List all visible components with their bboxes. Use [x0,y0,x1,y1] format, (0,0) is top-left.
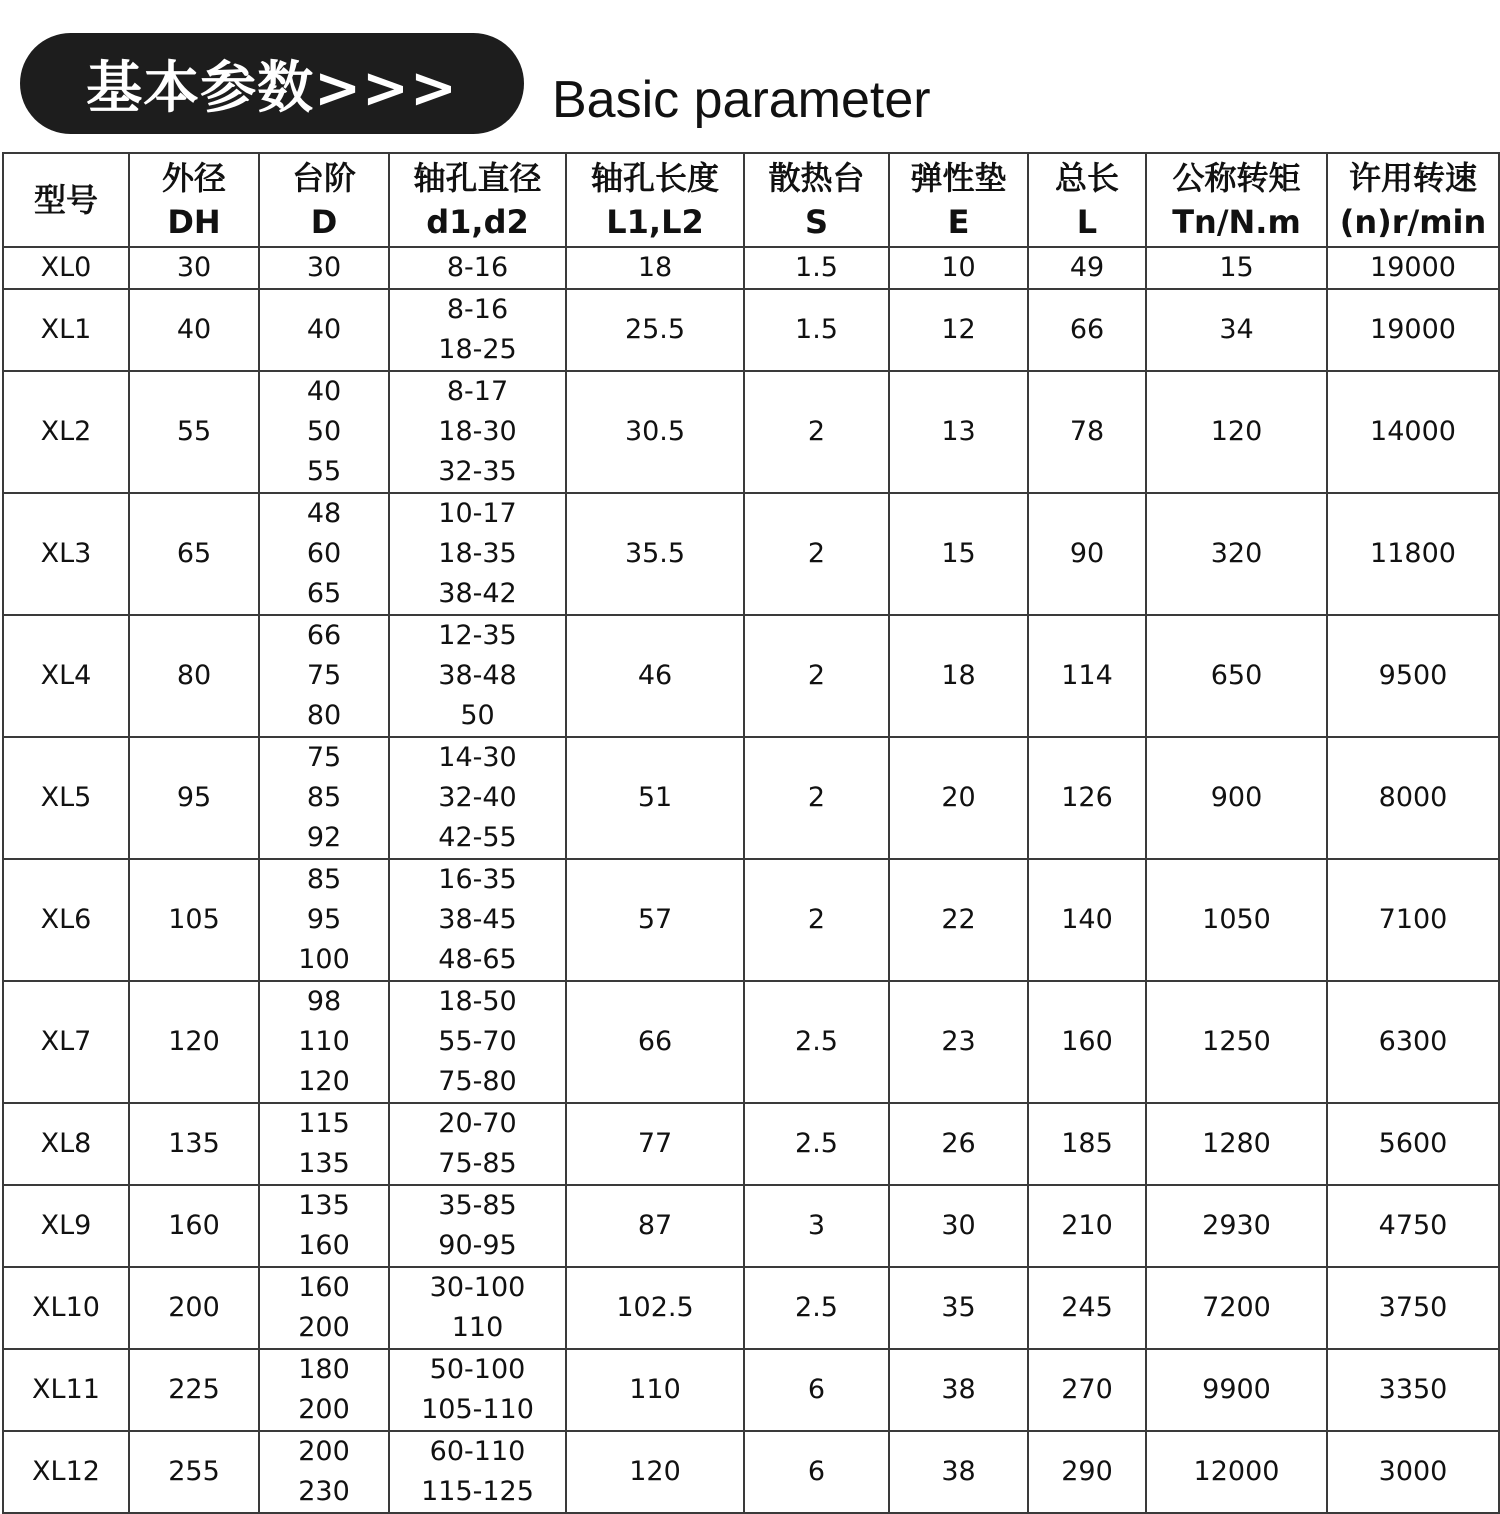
torque-cell: 120 [1146,371,1327,493]
speed-cell: 3000 [1327,1431,1499,1513]
bore-diameter-cell [389,1267,566,1349]
column-header [744,153,889,247]
bore-length-cell: 110 [566,1349,744,1431]
cell-value: 50-100 [429,1354,526,1385]
cell-value: 80 [306,700,342,731]
column-header-label: 许用转速 [1348,159,1477,197]
elastic-pad-cell: 20 [889,737,1028,859]
cell-value: 38-42 [438,578,517,609]
cell-value: 10-17 [438,498,517,529]
cell-value: 20-70 [438,1108,517,1139]
cell-value: 60 [306,538,342,569]
torque-cell: 900 [1146,737,1327,859]
table-row [3,493,1499,615]
bore-diameter-cell [389,615,566,737]
cell-value: 200 [298,1312,350,1343]
column-header [389,153,566,247]
heat-sink-cell: 6 [744,1349,889,1431]
total-length-cell: 245 [1028,1267,1146,1349]
cell-value: 200 [298,1394,350,1425]
outer-diameter-cell: 65 [129,493,259,615]
column-header-symbol: DH [167,203,221,241]
elastic-pad-cell: 12 [889,289,1028,371]
elastic-pad-cell: 18 [889,615,1028,737]
cell-value: 115-125 [421,1476,534,1507]
column-header-symbol: L [1076,203,1098,241]
outer-diameter-cell: 80 [129,615,259,737]
column-header-label: 轴孔直径 [413,159,542,197]
column-header-label: 台阶 [291,159,356,197]
cell-value: 95 [306,904,342,935]
model-cell: XL2 [3,371,129,493]
total-length-cell: 49 [1028,247,1146,289]
cell-value: 50 [460,700,495,731]
cell-value: 8-16 [446,252,509,283]
table-row [3,737,1499,859]
model-cell: XL11 [3,1349,129,1431]
column-header-symbol: L1,L2 [606,203,704,241]
cell-value: 65 [306,578,342,609]
speed-cell: 9500 [1327,615,1499,737]
step-cell [259,737,389,859]
column-header [1327,153,1499,247]
heat-sink-cell: 2.5 [744,1267,889,1349]
elastic-pad-cell: 35 [889,1267,1028,1349]
cell-value: 55 [306,456,342,487]
cell-value: 135 [298,1148,350,1179]
cell-value: 92 [306,822,342,853]
section-subtitle: Basic parameter [552,71,931,129]
step-cell [259,371,389,493]
cell-value: 85 [306,864,342,895]
torque-cell: 1250 [1146,981,1327,1103]
table-row [3,859,1499,981]
cell-value: 48-65 [438,944,517,975]
elastic-pad-cell: 26 [889,1103,1028,1185]
speed-cell: 5600 [1327,1103,1499,1185]
step-cell [259,1185,389,1267]
heat-sink-cell: 2.5 [744,981,889,1103]
speed-cell: 6300 [1327,981,1499,1103]
cell-value: 50 [306,416,342,447]
total-length-cell: 185 [1028,1103,1146,1185]
bore-diameter-cell [389,1431,566,1513]
elastic-pad-cell: 38 [889,1349,1028,1431]
torque-cell: 2930 [1146,1185,1327,1267]
cell-value: 55-70 [438,1026,517,1057]
cell-value: 230 [298,1476,350,1507]
cell-value: 30-100 [429,1272,526,1303]
column-header [889,153,1028,247]
bore-diameter-cell [389,1185,566,1267]
speed-cell: 11800 [1327,493,1499,615]
step-cell [259,615,389,737]
cell-value: 18-35 [438,538,517,569]
bore-diameter-cell [389,859,566,981]
bore-length-cell: 66 [566,981,744,1103]
step-cell [259,493,389,615]
cell-value: 180 [298,1354,350,1385]
column-header-symbol: (n)r/min [1339,203,1487,241]
speed-cell: 3750 [1327,1267,1499,1349]
heat-sink-cell: 2 [744,859,889,981]
heat-sink-cell: 1.5 [744,289,889,371]
model-cell: XL8 [3,1103,129,1185]
bore-length-cell: 102.5 [566,1267,744,1349]
bore-length-cell: 46 [566,615,744,737]
torque-cell: 1280 [1146,1103,1327,1185]
total-length-cell: 114 [1028,615,1146,737]
parameter-table [2,152,1500,1514]
bore-length-cell: 57 [566,859,744,981]
step-cell [259,1349,389,1431]
cell-value: 42-55 [438,822,517,853]
table-header-row [3,153,1499,247]
bore-diameter-cell [389,247,566,289]
column-header [566,153,744,247]
table-row [3,615,1499,737]
cell-value: 35-85 [438,1190,517,1221]
cell-value: 40 [306,314,342,345]
speed-cell: 14000 [1327,371,1499,493]
table-body [3,247,1499,1513]
heat-sink-cell: 2.5 [744,1103,889,1185]
elastic-pad-cell: 38 [889,1431,1028,1513]
column-header-label: 弹性垫 [910,159,1007,197]
total-length-cell: 160 [1028,981,1146,1103]
speed-cell: 8000 [1327,737,1499,859]
total-length-cell: 140 [1028,859,1146,981]
table-row [3,247,1499,289]
table-row [3,1103,1499,1185]
step-cell [259,1267,389,1349]
column-header-symbol: S [804,203,829,241]
bore-diameter-cell [389,1103,566,1185]
section-title-badge [20,33,524,134]
cell-value: 60-110 [429,1436,526,1467]
elastic-pad-cell: 10 [889,247,1028,289]
outer-diameter-cell: 55 [129,371,259,493]
cell-value: 32-40 [438,782,517,813]
bore-length-cell: 87 [566,1185,744,1267]
table-row [3,289,1499,371]
speed-cell: 3350 [1327,1349,1499,1431]
cell-value: 75-85 [438,1148,517,1179]
cell-value: 110 [451,1312,504,1343]
speed-cell: 19000 [1327,247,1499,289]
torque-cell: 320 [1146,493,1327,615]
cell-value: 38-45 [438,904,517,935]
table-row [3,1349,1499,1431]
table-row [3,371,1499,493]
bore-length-cell: 25.5 [566,289,744,371]
heat-sink-cell: 3 [744,1185,889,1267]
model-cell: XL9 [3,1185,129,1267]
total-length-cell: 210 [1028,1185,1146,1267]
total-length-cell: 66 [1028,289,1146,371]
column-header-label: 轴孔长度 [590,159,719,197]
heat-sink-cell: 2 [744,493,889,615]
step-cell [259,289,389,371]
column-header [3,153,129,247]
column-header-label: 型号 [33,181,98,219]
total-length-cell: 78 [1028,371,1146,493]
heat-sink-cell: 2 [744,737,889,859]
cell-value: 48 [306,498,342,529]
cell-value: 18-50 [438,986,517,1017]
bore-length-cell: 35.5 [566,493,744,615]
bore-length-cell: 30.5 [566,371,744,493]
table-row [3,1267,1499,1349]
column-header-label: 公称转矩 [1172,159,1301,197]
cell-value: 115 [298,1108,350,1139]
torque-cell: 15 [1146,247,1327,289]
column-header [259,153,389,247]
page-header [0,0,1500,150]
speed-cell: 19000 [1327,289,1499,371]
model-cell: XL1 [3,289,129,371]
column-header-symbol: Tn/N.m [1172,203,1301,241]
model-cell: XL6 [3,859,129,981]
outer-diameter-cell: 95 [129,737,259,859]
outer-diameter-cell: 160 [129,1185,259,1267]
torque-cell: 9900 [1146,1349,1327,1431]
column-header [1146,153,1327,247]
cell-value: 160 [298,1230,350,1261]
outer-diameter-cell: 135 [129,1103,259,1185]
bore-diameter-cell [389,981,566,1103]
total-length-cell: 270 [1028,1349,1146,1431]
model-cell: XL5 [3,737,129,859]
cell-value: 30 [306,252,342,283]
cell-value: 160 [298,1272,350,1303]
cell-value: 98 [306,986,342,1017]
outer-diameter-cell: 200 [129,1267,259,1349]
cell-value: 135 [298,1190,350,1221]
model-cell: XL0 [3,247,129,289]
step-cell [259,1103,389,1185]
model-cell: XL4 [3,615,129,737]
heat-sink-cell: 6 [744,1431,889,1513]
torque-cell: 650 [1146,615,1327,737]
heat-sink-cell: 2 [744,615,889,737]
speed-cell: 4750 [1327,1185,1499,1267]
elastic-pad-cell: 30 [889,1185,1028,1267]
cell-value: 18-30 [438,416,517,447]
cell-value: 66 [306,620,342,651]
column-header-label: 总长 [1054,159,1119,197]
cell-value: 75-80 [438,1066,517,1097]
cell-value: 75 [306,742,342,773]
cell-value: 8-17 [446,376,509,407]
outer-diameter-cell: 30 [129,247,259,289]
cell-value: 8-16 [446,294,509,325]
cell-value: 38-48 [438,660,517,691]
model-cell: XL12 [3,1431,129,1513]
torque-cell: 34 [1146,289,1327,371]
heat-sink-cell: 1.5 [744,247,889,289]
step-cell [259,1431,389,1513]
outer-diameter-cell: 120 [129,981,259,1103]
model-cell: XL3 [3,493,129,615]
speed-cell: 7100 [1327,859,1499,981]
cell-value: 12-35 [438,620,517,651]
cell-value: 110 [298,1026,350,1057]
heat-sink-cell: 2 [744,371,889,493]
bore-length-cell: 77 [566,1103,744,1185]
model-cell: XL10 [3,1267,129,1349]
bore-diameter-cell [389,493,566,615]
cell-value: 40 [306,376,342,407]
table-row [3,1185,1499,1267]
total-length-cell: 126 [1028,737,1146,859]
column-header-symbol: E [947,203,970,241]
bore-diameter-cell [389,1349,566,1431]
column-header-label: 外径 [161,159,226,197]
cell-value: 16-35 [438,864,517,895]
total-length-cell: 290 [1028,1431,1146,1513]
total-length-cell: 90 [1028,493,1146,615]
bore-length-cell: 120 [566,1431,744,1513]
column-header [1028,153,1146,247]
model-cell: XL7 [3,981,129,1103]
cell-value: 75 [306,660,342,691]
outer-diameter-cell: 225 [129,1349,259,1431]
outer-diameter-cell: 40 [129,289,259,371]
outer-diameter-cell: 255 [129,1431,259,1513]
torque-cell: 12000 [1146,1431,1327,1513]
cell-value: 200 [298,1436,350,1467]
cell-value: 120 [298,1066,350,1097]
column-header-symbol: D [310,203,338,241]
elastic-pad-cell: 13 [889,371,1028,493]
section-title: 基本参数>>> [86,55,458,121]
bore-diameter-cell [389,737,566,859]
cell-value: 90-95 [438,1230,517,1261]
cell-value: 32-35 [438,456,517,487]
table-row [3,981,1499,1103]
cell-value: 14-30 [438,742,517,773]
bore-length-cell: 51 [566,737,744,859]
elastic-pad-cell: 23 [889,981,1028,1103]
column-header-symbol: d1,d2 [426,203,529,241]
cell-value: 105-110 [421,1394,534,1425]
outer-diameter-cell: 105 [129,859,259,981]
elastic-pad-cell: 15 [889,493,1028,615]
table-row [3,1431,1499,1513]
bore-diameter-cell [389,371,566,493]
torque-cell: 7200 [1146,1267,1327,1349]
step-cell [259,859,389,981]
cell-value: 85 [306,782,342,813]
column-header-label: 散热台 [768,159,865,197]
step-cell [259,247,389,289]
bore-length-cell: 18 [566,247,744,289]
cell-value: 18-25 [438,334,517,365]
cell-value: 100 [298,944,350,975]
step-cell [259,981,389,1103]
bore-diameter-cell [389,289,566,371]
elastic-pad-cell: 22 [889,859,1028,981]
column-header [129,153,259,247]
torque-cell: 1050 [1146,859,1327,981]
